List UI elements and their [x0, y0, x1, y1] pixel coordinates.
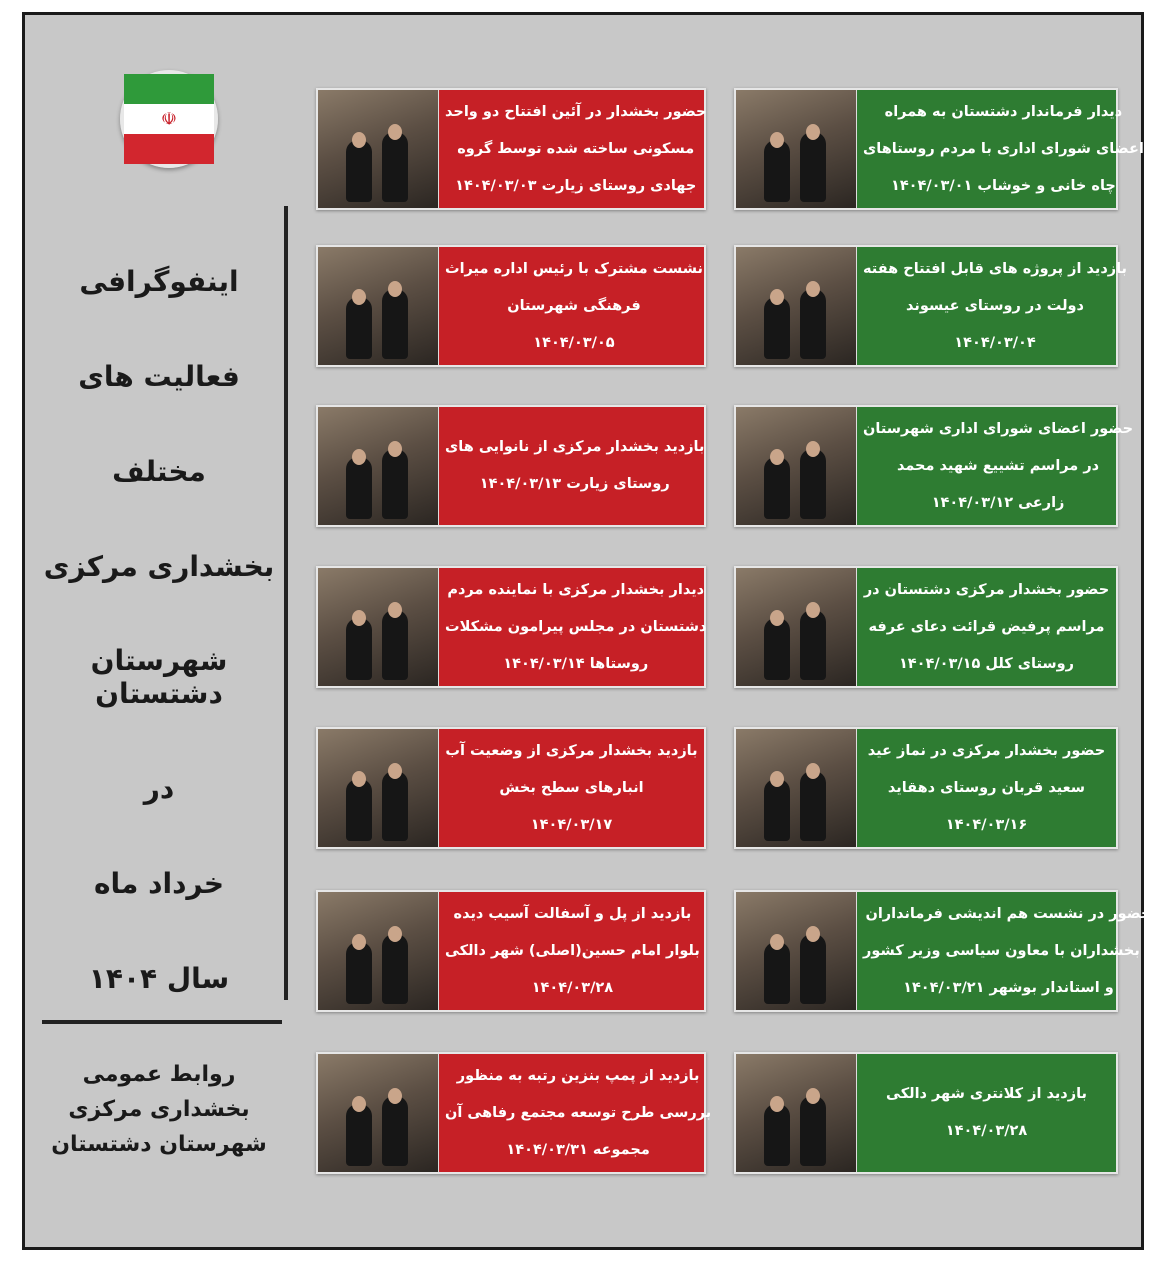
caption-line: جهادی روستای زیارت ۱۴۰۴/۰۳/۰۳ [455, 177, 697, 194]
caption-line: بازدید بخشدار مرکزی از وضعیت آب [445, 742, 698, 759]
activity-photo [736, 568, 857, 686]
activity-card [734, 566, 1118, 688]
caption-line: حضور بخشدار مرکزی در نماز عید [867, 742, 1106, 759]
activity-photo [736, 407, 857, 525]
caption-line: بازدید از پروژه های قابل افتتاح هفته [863, 260, 1128, 277]
activity-caption [857, 1054, 1116, 1172]
activity-caption [857, 407, 1139, 525]
activity-photo [318, 568, 439, 686]
infographic-title [40, 265, 278, 995]
title-line: شهرستان دشتستان [90, 644, 228, 711]
caption-line: ۱۴۰۴/۰۳/۲۸ [945, 1123, 1028, 1139]
activity-card [316, 890, 706, 1012]
public-relations-credit [40, 1062, 278, 1157]
caption-line: مسکونی ساخته شده توسط گروه [457, 140, 695, 157]
title-line: مختلف [112, 454, 206, 488]
title-line: سال ۱۴۰۴ [88, 961, 230, 995]
activity-card [316, 88, 706, 210]
footer-line: شهرستان دشتستان [51, 1132, 267, 1157]
caption-line: دیدار فرماندار دشتستان به همراه [884, 103, 1123, 120]
caption-line: ۱۴۰۴/۰۳/۰۵ [533, 334, 615, 351]
activity-caption [857, 568, 1116, 686]
activity-card [316, 727, 706, 849]
activity-card [734, 1052, 1118, 1174]
activity-card [316, 245, 706, 367]
caption-line: بازدید از پمپ بنزین رتبه به منظور [456, 1067, 700, 1084]
activity-photo [736, 90, 857, 208]
caption-line: نشست مشترک با رئیس اداره میراث [445, 260, 703, 277]
horizontal-divider [42, 1020, 282, 1024]
caption-line: انبارهای سطح بخش [499, 779, 644, 796]
caption-line: ۱۴۰۴/۰۳/۰۴ [954, 334, 1036, 351]
activity-card [734, 890, 1154, 1012]
caption-line: زارعی ۱۴۰۴/۰۳/۱۲ [931, 494, 1065, 511]
caption-line: ۱۴۰۴/۰۳/۱۶ [945, 816, 1028, 833]
activity-caption [857, 247, 1133, 365]
activity-card [734, 88, 1144, 210]
caption-line: در مراسم تشییع شهید محمد [896, 457, 1100, 474]
caption-line: ۱۴۰۴/۰۳/۲۸ [531, 979, 614, 996]
title-line: خرداد ماه [93, 867, 225, 901]
iran-flag-icon: ☫ [120, 70, 218, 168]
title-line: اینفوگرافی [79, 265, 239, 298]
caption-line: دولت در روستای عیسوند [906, 297, 1084, 314]
footer-line: روابط عمومی [82, 1062, 236, 1087]
activity-photo [736, 247, 857, 365]
activity-caption [439, 247, 709, 365]
caption-line: بررسی طرح توسعه مجتمع رفاهی آن [445, 1104, 712, 1121]
caption-line: بازدید بخشدار مرکزی از نانوایی های [445, 439, 705, 455]
caption-line: حضور بخشدار مرکزی دشتستان در [863, 581, 1110, 598]
caption-line: حضور در نشست هم اندیشی فرمانداران [865, 905, 1152, 922]
caption-line: حضور بخشدار در آئین افتتاح دو واحد [445, 103, 707, 120]
activity-photo [318, 90, 439, 208]
footer-line: بخشداری مرکزی [68, 1097, 250, 1122]
vertical-divider [284, 206, 288, 1000]
activity-photo [318, 892, 439, 1010]
caption-line: و استاندار بوشهر ۱۴۰۴/۰۳/۲۱ [903, 979, 1114, 996]
caption-line: سعید قربان روستای دهقاید [887, 779, 1086, 796]
activity-card [316, 566, 706, 688]
activity-photo [736, 1054, 857, 1172]
caption-line: اعضای شورای اداری با مردم روستاهای [863, 140, 1144, 157]
caption-line: روستای زیارت ۱۴۰۴/۰۳/۱۳ [479, 476, 670, 492]
activity-photo [736, 729, 857, 847]
caption-line: فرهنگی شهرستان [507, 297, 641, 314]
caption-line: و بخشداران با معاون سیاسی وزیر کشور [863, 942, 1154, 959]
activity-caption [439, 568, 712, 686]
activity-photo [318, 729, 439, 847]
caption-line: ۱۴۰۴/۰۳/۱۷ [530, 816, 613, 833]
caption-line: بلوار امام حسین(اصلی) شهر دالکی [445, 942, 700, 959]
activity-caption [439, 892, 706, 1010]
activity-caption [857, 90, 1150, 208]
caption-line: روستاها ۱۴۰۴/۰۳/۱۴ [503, 655, 649, 672]
activity-card [734, 405, 1134, 527]
activity-card [734, 245, 1128, 367]
activity-caption [439, 1054, 717, 1172]
activity-card [316, 1052, 712, 1174]
activity-caption [439, 90, 712, 208]
activity-card [316, 405, 706, 527]
activity-photo [318, 247, 439, 365]
caption-line: بازدید از کلانتری شهر دالکی [886, 1086, 1087, 1102]
activity-photo [736, 892, 857, 1010]
activity-caption [857, 729, 1116, 847]
activity-photo [318, 407, 439, 525]
activity-caption [439, 407, 710, 525]
activity-photo [318, 1054, 439, 1172]
activity-card [734, 727, 1118, 849]
caption-line: بازدید از پل و آسفالت آسیب دیده [453, 905, 692, 922]
caption-line: روستای کلل ۱۴۰۴/۰۳/۱۵ [898, 655, 1075, 672]
activity-caption [439, 729, 704, 847]
caption-line: مراسم پرفیض قرائت دعای عرفه [868, 618, 1105, 635]
caption-line: حضور اعضای شورای اداری شهرستان [863, 420, 1134, 437]
caption-line: چاه خانی و خوشاب ۱۴۰۴/۰۳/۰۱ [890, 177, 1116, 194]
title-line: بخشداری مرکزی [43, 549, 275, 583]
activity-caption [857, 892, 1160, 1010]
caption-line: دشتستان در مجلس پیرامون مشکلات [445, 618, 707, 635]
caption-line: دیدار بخشدار مرکزی با نماینده مردم [447, 581, 705, 598]
title-line: در [143, 772, 175, 806]
title-line: فعالیت های [78, 359, 240, 393]
caption-line: مجموعه ۱۴۰۴/۰۳/۳۱ [506, 1141, 650, 1158]
